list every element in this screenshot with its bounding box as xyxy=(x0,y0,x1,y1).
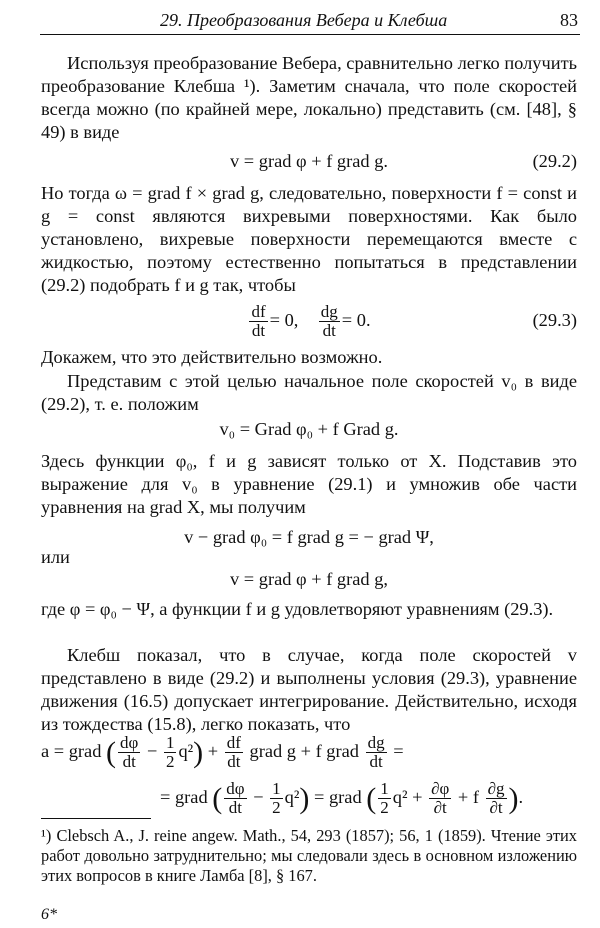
footnote: ¹) Clebsch A., J. reine angew. Math., 54, 293 (1857); 56, 1 (1859). Чтение этих работ довольно затруднительно; мы следовали здесь в основном изложению этих вопросов в книге Ламба [8], § 167. xyxy=(41,826,577,885)
equation-29-3: $\frac{df}{dt}$ = 0, $\frac{dg}{dt}$ = 0. (29.3) xyxy=(41,300,577,340)
footnote-rule xyxy=(41,818,151,819)
fraction: $\frac{dg}{dt}$ xyxy=(320,302,338,341)
paragraph-intro: Используя преобразование Вебера, сравнительно легко получить преобразование Клебша ¹). Заметим сначала, что поле скоростей всегда можно (по крайней мере, локально) представить (см. [48], § 49) в виде xyxy=(41,53,577,142)
fraction: $\frac{d\varphi}{dt}$ xyxy=(226,779,245,818)
fraction: $\frac{dg}{dt}$ xyxy=(367,733,385,772)
equation-29-2 xyxy=(41,146,577,180)
fraction: $\frac{df}{dt}$ xyxy=(226,733,241,772)
equation-body: v₀ = Grad φ₀ + f Grad g. xyxy=(219,419,399,439)
fraction: $\frac{1}{2}$ xyxy=(272,779,281,818)
paragraph-initial-field: Представим с этой целью начальное поле скоростей v₀ в виде (29.2), т. е. положим xyxy=(41,371,577,414)
equation-acceleration-line1: a = grad ( $\frac{d\varphi}{dt}$ − $\frac{1}{2}$ q²) + $\frac{df}{dt}$ grad g + f grad $\frac{dg}{dt}$ = xyxy=(41,733,404,772)
paragraph-vortex-surfaces: Но тогда ω = grad f × grad g, следовательно, поверхности f = const и g = const являются вихревыми поверхностями. Как было установлено, вихревые поверхности перемещаются вместе с жидкостью, поэтому естественно попытаться в представлении (29.2) подобрать f и g так, чтобы xyxy=(41,183,577,295)
fraction: $\frac{df}{dt}$ xyxy=(251,302,266,341)
fraction: $\frac{1}{2}$ xyxy=(165,733,175,772)
equation-body: v = grad φ + f grad g, xyxy=(229,569,388,589)
fraction: $\frac{1}{2}$ xyxy=(380,779,389,818)
equation-body: v − grad φ₀ = f grad g = − grad Ψ, xyxy=(184,527,434,547)
paragraph-substitution: Здесь функции φ₀, f и g зависят только от X. Подставив это выражение для v₀ в уравнение (29.1) и умножив обе части уравнения на grad X, мы получим xyxy=(41,451,577,517)
paragraph-claim: Докажем, что это действительно возможно. xyxy=(41,347,383,367)
section-title: 29. Преобразования Вебера и Клебша xyxy=(160,10,448,30)
fraction: $\frac{\partial g}{\partial t}$ xyxy=(487,779,505,818)
paragraph-where: где φ = φ₀ − Ψ, а функции f и g удовлетворяют уравнениям (29.3). xyxy=(41,599,554,619)
fraction: $\frac{d\varphi}{dt}$ xyxy=(120,733,139,772)
paragraph-clebsch: Клебш показал, что в случае, когда поле скоростей v представлено в виде (29.2) и выполнены условия (29.3), уравнение движения (16.5) допускает интегрирование. Действительно, исходя из тождества (15.8), легко показать, что xyxy=(41,645,577,734)
equation-number: (29.3) xyxy=(532,310,577,330)
paragraph-or: или xyxy=(41,547,70,567)
running-header xyxy=(40,8,580,35)
equation-number: (29.2) xyxy=(532,151,577,171)
equation-v0 xyxy=(41,414,577,448)
fraction: $\frac{\partial\varphi}{\partial t}$ xyxy=(431,779,450,818)
equation-acceleration-line2: = grad ( $\frac{d\varphi}{dt}$ − $\frac{1}{2}$ q²) = grad ( $\frac{1}{2}$ q² + $\frac{\partial\varphi}{\partial t}$ + f $\frac{\partial g}{\partial t}$ ). xyxy=(160,779,524,818)
equation-v xyxy=(41,564,577,598)
equation-body: v = grad φ + f grad g. xyxy=(229,151,388,171)
signature-mark: 6* xyxy=(41,906,57,923)
page-number: 83 xyxy=(560,10,578,30)
